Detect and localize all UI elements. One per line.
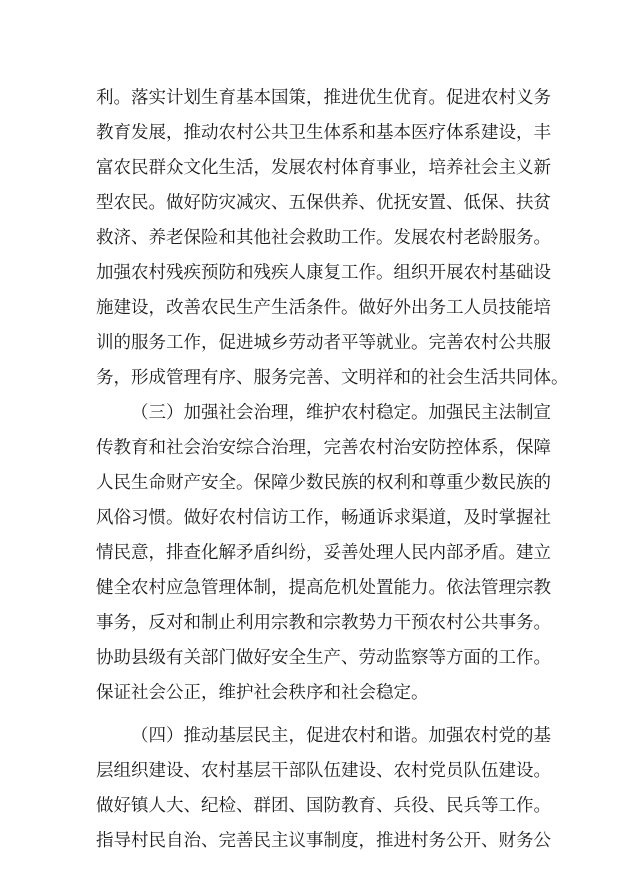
text-line: 做好镇人大、纪检、群团、国防教育、兵役、民兵等工作。 (96, 796, 551, 816)
text-line: 人民生命财产安全。保障少数民族的权利和尊重少数民族的 (96, 473, 551, 493)
text-line: 传教育和社会治安综合治理，完善农村治安防控体系，保障 (96, 438, 551, 458)
text-line: 救济、养老保险和其他社会救助工作。发展农村老龄服务。 (96, 228, 551, 248)
text-line: 施建设，改善农民生产生活条件。做好外出务工人员技能培 (96, 298, 551, 318)
paragraph-heading-line: （四）推动基层民主，促进农村和谐。加强农村党的基 (131, 726, 551, 746)
text-line: 型农民。做好防灾减灾、五保供养、优抚安置、低保、扶贫 (96, 193, 551, 213)
text-line: 加强农村残疾预防和残疾人康复工作。组织开展农村基础设 (96, 263, 551, 283)
text-line: 富农民群众文化生活，发展农村体育事业，培养社会主义新 (96, 158, 551, 178)
text-line: 协助县级有关部门做好安全生产、劳动监察等方面的工作。 (96, 648, 551, 668)
text-line: 训的服务工作，促进城乡劳动者平等就业。完善农村公共服 (96, 333, 551, 353)
text-line: 健全农村应急管理体制，提高危机处置能力。依法管理宗教 (96, 578, 551, 598)
text-line: 情民意，排查化解矛盾纠纷，妥善处理人民内部矛盾。建立 (96, 543, 551, 563)
text-line: 指导村民自治、完善民主议事制度，推进村务公开、财务公 (96, 831, 551, 851)
text-line: 层组织建设、农村基层干部队伍建设、农村党员队伍建设。 (96, 761, 551, 781)
text-line: 利。落实计划生育基本国策，推进优生优育。促进农村义务 (96, 88, 551, 108)
text-line: 风俗习惯。做好农村信访工作，畅通诉求渠道，及时掌握社 (96, 508, 551, 528)
text-line: 保证社会公正，维护社会秩序和社会稳定。 (96, 683, 429, 703)
text-line: 务，形成管理有序、服务完善、文明祥和的社会生活共同体。 (96, 368, 569, 388)
text-line: 教育发展，推动农村公共卫生体系和基本医疗体系建设，丰 (96, 123, 551, 143)
paragraph-heading-line: （三）加强社会治理，维护农村稳定。加强民主法制宣 (131, 403, 551, 423)
text-line: 事务，反对和制止利用宗教和宗教势力干预农村公共事务。 (96, 613, 551, 633)
